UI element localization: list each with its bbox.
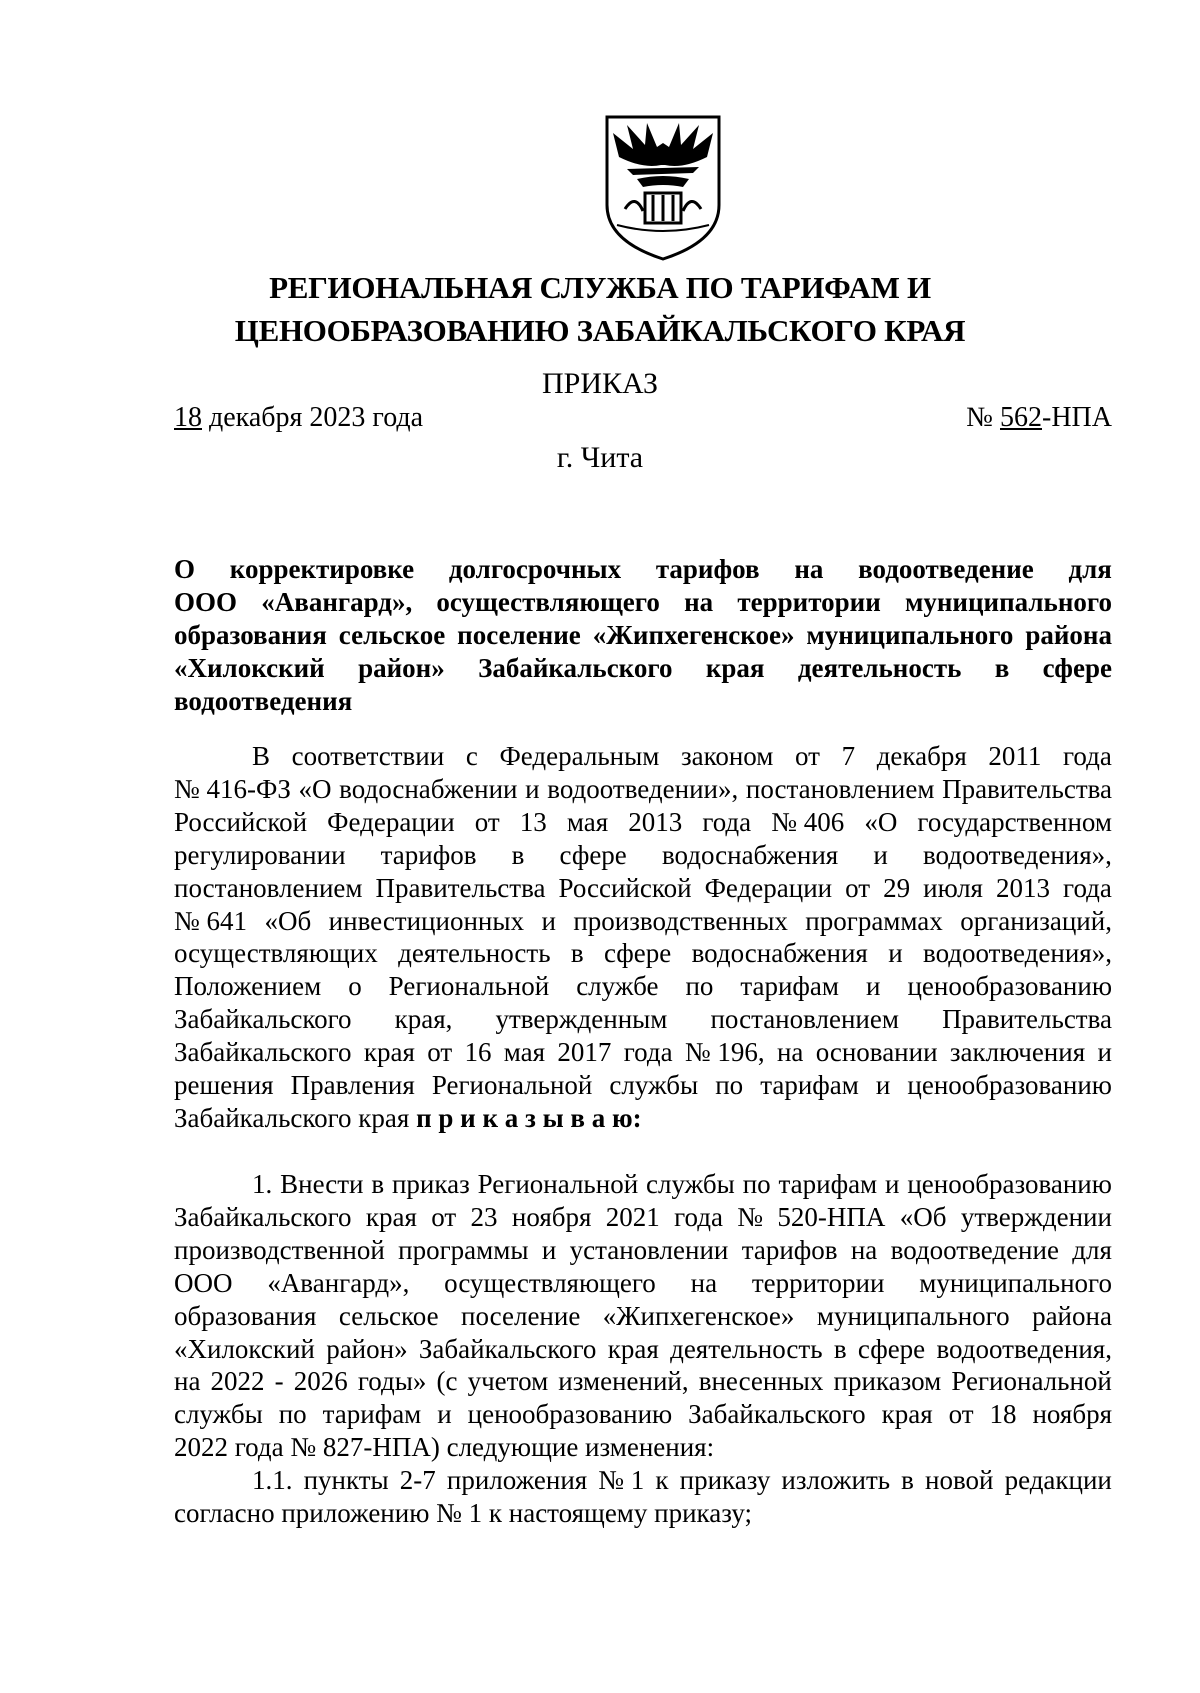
word: Забайкальского [478,653,673,683]
word: в [994,653,1010,683]
text-line [174,1300,1112,1333]
word: в [901,1465,914,1496]
word: муниципального [816,1300,1010,1331]
text-line [174,1464,1112,1497]
word: 2017 [557,1037,612,1068]
word: и [875,1070,891,1101]
word: осуществляющего [436,587,660,617]
word: образования [174,620,327,650]
word: «Жипхегенское» [602,1300,795,1331]
word: годы» [357,1366,427,1397]
document-type: ПРИКАЗ [542,367,658,400]
word: тарифам [778,1169,878,1199]
word: Федеральным [499,741,660,771]
word: 2011 [988,741,1042,771]
number-prefix: № [966,402,1000,433]
word: на [684,587,714,617]
text-line [174,1102,1112,1135]
word: к [655,1465,669,1496]
word: на [776,1037,804,1068]
word: от [427,1037,453,1068]
word: решения [174,1070,274,1101]
text-line [174,1234,1112,1267]
word: от [948,1399,974,1430]
word: водоснабжении [339,773,518,804]
word: 29 [883,872,911,903]
word: изменений, [558,1366,689,1397]
word: Забайкальского [174,1201,352,1232]
word: инвестиционных [328,905,524,936]
word: и [888,938,903,969]
text-line [174,806,1112,839]
word: Федерации [704,872,833,903]
title-line: водоотведения [174,686,353,716]
word: с [465,741,478,771]
word: Региональной [951,1366,1112,1397]
word: по [715,1070,744,1101]
word: года [1063,872,1112,903]
word: водоснабжения [661,839,839,870]
text-span: Забайкальского края [174,1102,417,1133]
word: водоснабжения [691,938,868,969]
word: 2-7 [399,1465,436,1496]
word: тарифам [760,1070,859,1101]
word: «Хилокский [174,653,325,683]
word: поселение [457,620,581,650]
title-line [174,586,1112,619]
word: Забайкальского [174,1037,352,1068]
word: 13 [519,806,547,837]
word: муниципального [806,620,1014,650]
word: соответствии [291,741,445,771]
text-line [174,740,1112,773]
word: Федерации [327,806,455,837]
text-line: согласно приложению № 1 к настоящему приказу; [174,1498,752,1529]
word: тарифам [322,1399,422,1430]
word: «Об [899,1201,947,1232]
word: сфере [857,1333,926,1364]
title-line [174,553,1112,586]
word: программах [805,905,943,936]
word: 16 [464,1037,492,1068]
word: образования [174,1300,317,1331]
word: и [541,905,556,936]
word: 2013 [628,806,683,837]
word: Российской [174,806,308,837]
word: на [690,1267,718,1298]
text-line [174,1267,1112,1300]
word: «Хилокский [174,1333,315,1364]
word: и [1097,1037,1112,1068]
word: в [371,1169,385,1199]
word: по [685,971,714,1002]
coat-of-arms-icon [603,113,723,263]
word: «О [298,773,332,804]
date-day: 18 [174,402,202,433]
word: сельское [338,620,446,650]
word: законом [680,741,774,771]
text-line [174,1365,1112,1398]
word: ООО [174,1267,233,1298]
word: производственных [573,905,788,936]
word: водоотведения», [923,938,1112,969]
word: пункты [303,1465,389,1496]
word: 23 [470,1201,498,1232]
text-line [174,905,1112,938]
word: тарифам [740,971,840,1002]
word: В [252,741,271,771]
word: внесенных [698,1366,824,1397]
word: муниципального [904,587,1112,617]
word: на [794,554,824,584]
word: края [363,1037,415,1068]
organization-name-line-2: ЦЕНООБРАЗОВАНИЮ ЗАБАЙКАЛЬСКОГО КРАЯ [234,313,966,348]
word: ООО [174,587,238,617]
text-line [174,839,1112,872]
word: водоотведение [858,554,1034,584]
word: Положением [174,971,322,1002]
word: долгосрочных [448,554,622,584]
word: «О [864,806,898,837]
word: и [885,1169,900,1199]
word: № 196, [684,1037,765,1068]
number-value: 562 [1000,402,1042,433]
word: деятельность [398,938,551,969]
word: 1. [252,1169,273,1199]
word: территории [751,1267,885,1298]
text-line [174,1036,1112,1069]
word: службе [576,971,659,1002]
document-date [174,400,423,436]
word: года [1063,741,1112,771]
word: Забайкальского [418,1333,597,1364]
word: постановлением [710,1004,899,1035]
word: поселение [461,1300,581,1331]
word: в [570,938,584,969]
word: для [1072,1234,1112,1265]
word: сфере [1042,653,1112,683]
word: сфере [559,839,627,870]
word: приказом [833,1366,942,1397]
word: водоотведения, [936,1333,1112,1364]
word: ценообразованию [907,1070,1112,1101]
word: ноября [1032,1399,1112,1430]
word: корректировке [229,554,415,584]
word: установлении [569,1234,729,1265]
word: и [541,1234,557,1265]
word: и [437,1399,452,1430]
text-line [174,872,1112,905]
text-line [174,970,1112,1003]
text-line [174,1201,1112,1234]
word: Региональной [477,1169,639,1199]
word: 520-НПА [777,1201,886,1232]
word: заключения [949,1037,1086,1068]
word: Региональной [431,1070,593,1101]
word: «Авангард», [261,587,413,617]
word: края [365,1201,417,1232]
word: 2021 [605,1201,660,1232]
date-rest: декабря 2023 года [202,402,424,433]
word: и [525,773,540,804]
word: на [174,1366,201,1397]
word: района [1025,620,1112,650]
word: мая [503,1037,546,1068]
word: декабря [876,741,967,771]
word: деятельность [797,653,962,683]
word: «Жипхегенское» [592,620,795,650]
word: Региональной [388,971,550,1002]
word: приложения [446,1465,588,1496]
word: на [850,1234,878,1265]
text-line [174,1398,1112,1431]
word: и [866,971,881,1002]
word: Российской [558,872,692,903]
item-1-paragraph [174,1168,1112,1530]
text-line [174,1069,1112,1102]
word: края [607,1333,659,1364]
word: мая [566,806,609,837]
number-suffix: -НПА [1042,402,1112,433]
word: приказу [679,1465,771,1496]
text-line [174,1333,1112,1366]
word: постановлением [174,872,363,903]
word: осуществляющего [444,1267,656,1298]
city: г. Чита [556,441,644,474]
word: утверждении [960,1201,1112,1232]
word: в [511,839,525,870]
word: года [623,1037,673,1068]
word: редакции [1004,1465,1112,1496]
text-line [174,1168,1112,1201]
word: ценообразованию [907,971,1112,1002]
text-line [174,773,1112,806]
word: водоотведение [890,1234,1059,1265]
word: от [845,872,871,903]
word: № 1 [598,1465,645,1496]
word: края [881,1399,933,1430]
word: - [274,1366,284,1397]
word: 2026 [293,1366,348,1397]
word: № 406 [771,806,845,837]
word: водоотведении», [547,773,739,804]
word: в [833,1333,847,1364]
word: программы [398,1234,529,1265]
word: территории [737,587,881,617]
word: и [873,839,888,870]
word: от [431,1201,457,1232]
word: о [348,971,362,1002]
word: 2022 [210,1366,265,1397]
word: район» [358,653,445,683]
word: 2013 [996,872,1051,903]
word: ноября [511,1201,592,1232]
word: «Об [264,905,312,936]
word: организаций, [960,905,1112,936]
word: Забайкальского [688,1399,866,1430]
word: службы [174,1399,263,1430]
word: постановлением [745,773,935,804]
word: Правительства [942,1004,1112,1035]
word: тарифов [741,1234,838,1265]
word: сельское [338,1300,439,1331]
word: Правительства [942,773,1112,804]
preamble-paragraph [174,740,1112,1135]
word: производственной [174,1234,385,1265]
word: утвержденным [495,1004,668,1035]
word: района [1032,1300,1112,1331]
word: Правительства [375,872,546,903]
word: ценообразованию [467,1399,673,1430]
organization-name-line-1: РЕГИОНАЛЬНАЯ СЛУЖБА ПО ТАРИФАМ И [269,270,931,305]
word: О [174,554,196,584]
word: регулировании [174,839,346,870]
word: № 641 [174,905,248,936]
text-line: 2022 года № 827-НПА) следующие изменения: [174,1432,715,1463]
word: приказ [391,1169,470,1199]
word: тарифов [655,554,760,584]
word: службы [609,1070,699,1101]
word: июля [923,872,983,903]
word: Правления [290,1070,415,1101]
word: государственном [917,806,1112,837]
word: по [278,1399,307,1430]
word: службы [646,1169,735,1199]
word: края [705,653,765,683]
text-line [174,937,1112,970]
word: № 416-ФЗ [174,773,291,804]
word: 18 [989,1399,1017,1430]
word: от [474,806,500,837]
word: Внести [280,1169,364,1199]
order-word: п р и к а з ы в а ю: [416,1102,642,1133]
word: муниципального [919,1267,1112,1298]
word: тарифов [380,839,477,870]
document-number [966,400,1112,436]
text-line [174,1003,1112,1036]
word: 7 [841,741,856,771]
word: ценообразованию [907,1169,1112,1199]
word: от [794,741,820,771]
word: для [1068,554,1112,584]
word: водоотведения», [922,839,1112,870]
word: 1.1. [252,1465,293,1496]
word: «Авангард», [267,1267,410,1298]
title-line [174,619,1112,652]
title-line [174,652,1112,685]
word: (с [436,1366,458,1397]
document-title [174,553,1112,718]
word: учетом [467,1366,549,1397]
word: края, [394,1004,453,1035]
word: № [737,1201,764,1232]
word: основании [815,1037,938,1068]
word: сфере [603,938,672,969]
word: деятельность [670,1333,823,1364]
word: года [674,1201,723,1232]
word: изложить [781,1465,891,1496]
word: новой [925,1465,994,1496]
word: осуществляющих [174,938,378,969]
word: года [702,806,752,837]
word: Забайкальского [174,1004,352,1035]
word: район» [326,1333,408,1364]
word: по [742,1169,771,1199]
